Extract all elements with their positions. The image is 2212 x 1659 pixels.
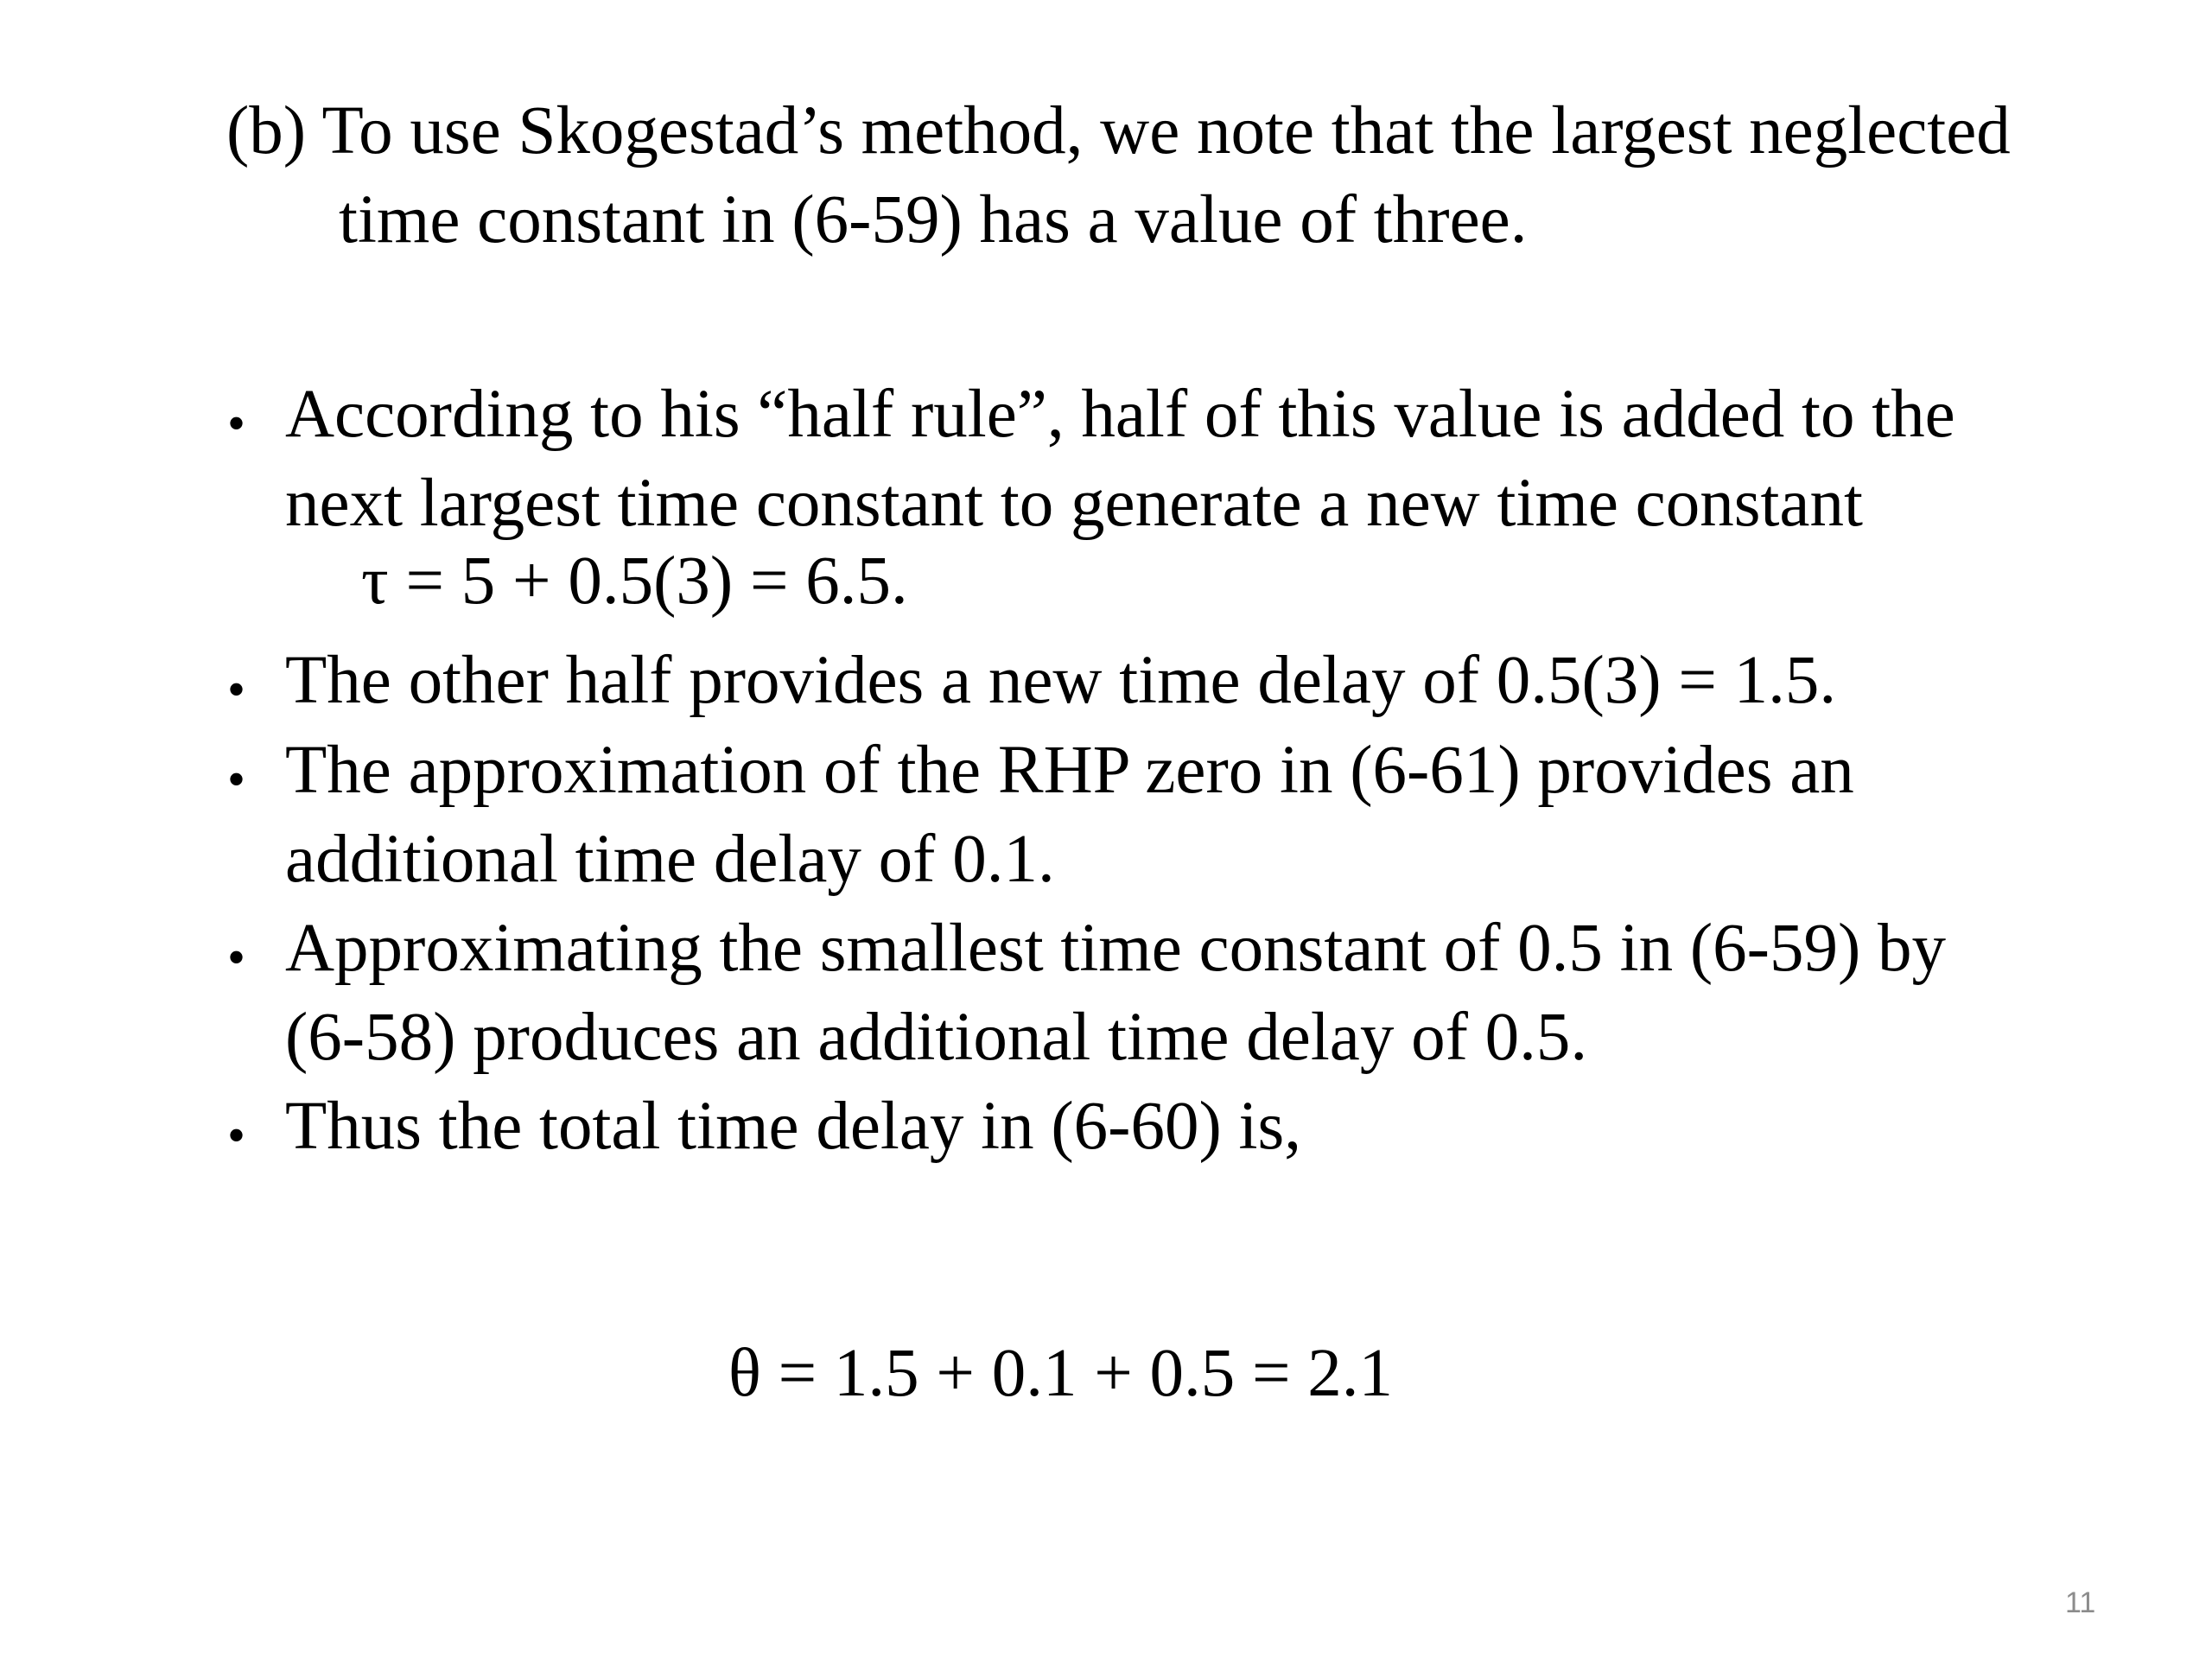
- bullet-3-line-2: additional time delay of 0.1.: [285, 822, 1055, 897]
- bullet-marker: •: [227, 395, 246, 452]
- theta-equation: θ = 1.5 + 0.1 + 0.5 = 2.1: [728, 1336, 1394, 1411]
- bullet-4-line-1: Approximating the smallest time constant of 0.5 in (6-59) by: [285, 911, 1946, 986]
- bullet-1-line-2: next largest time constant to generate a new time constant: [285, 466, 1863, 541]
- intro-line-1: (b) To use Skogestad’s method, we note that the largest neglected: [226, 93, 2011, 168]
- bullet-4-line-2: (6-58) produces an additional time delay of 0.5.: [285, 1000, 1588, 1075]
- bullet-3-line-1: The approximation of the RHP zero in (6-61) provides an: [285, 733, 1854, 808]
- bullet-1-line-1: According to his “half rule”, half of this value is added to the: [285, 377, 1955, 452]
- bullet-marker: •: [227, 929, 246, 986]
- intro-line-2: time constant in (6-59) has a value of three.: [339, 182, 1528, 257]
- bullet-5-line-1: Thus the total time delay in (6-60) is,: [285, 1089, 1301, 1164]
- bullet-marker: •: [227, 661, 246, 718]
- page-number: 11: [2065, 1586, 2096, 1619]
- bullet-2-line-1: The other half provides a new time delay of 0.5(3) = 1.5.: [285, 643, 1837, 718]
- tau-equation: τ = 5 + 0.5(3) = 6.5.: [361, 543, 908, 619]
- bullet-marker: •: [227, 1107, 246, 1164]
- bullet-marker: •: [227, 751, 246, 808]
